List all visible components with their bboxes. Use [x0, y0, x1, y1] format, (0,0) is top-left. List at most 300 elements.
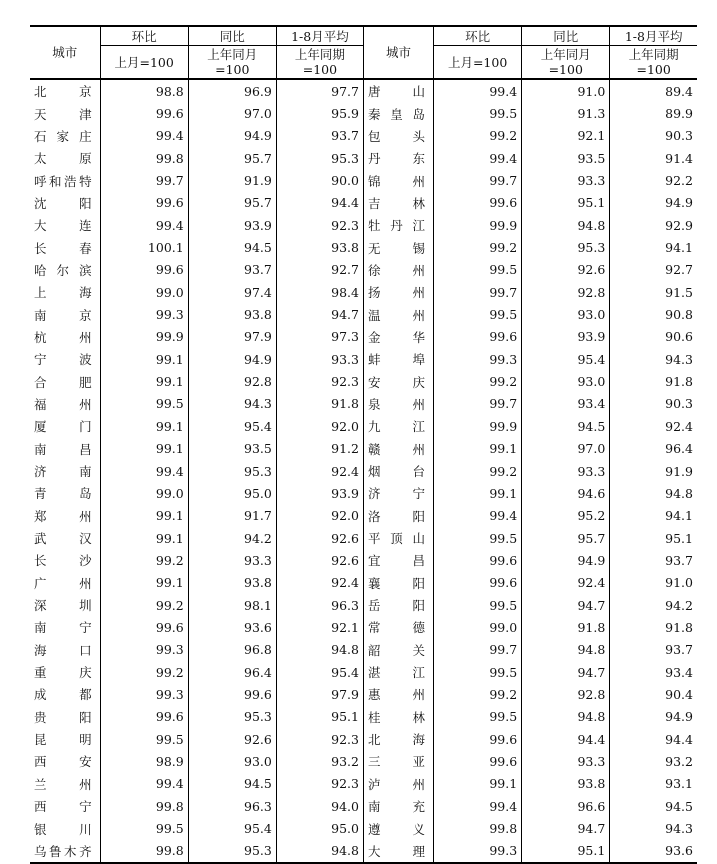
price-index-table	[30, 25, 697, 864]
table-row	[30, 79, 697, 102]
city-cell: 无锡	[363, 236, 433, 258]
yoy-value: 92.8	[522, 683, 610, 705]
avg-value: 92.3	[276, 214, 363, 236]
avg-value: 97.9	[276, 683, 363, 705]
mom-value: 99.2	[100, 594, 188, 616]
mom-value: 99.8	[100, 147, 188, 169]
mom-value: 99.3	[434, 348, 522, 370]
yoy-value: 97.0	[522, 438, 610, 460]
city-cell: 沈阳	[30, 192, 100, 214]
city-cell: 杭州	[30, 326, 100, 348]
yoy-value: 92.1	[522, 125, 610, 147]
mom-value: 99.7	[434, 393, 522, 415]
yoy-value: 93.9	[188, 214, 276, 236]
avg-value: 92.1	[276, 616, 363, 638]
avg-value: 93.7	[610, 639, 697, 661]
avg-value: 92.3	[276, 370, 363, 392]
table-row	[30, 616, 697, 638]
yoy-value: 94.2	[188, 527, 276, 549]
avg-value: 91.4	[610, 147, 697, 169]
avg-value: 91.9	[610, 460, 697, 482]
table-row	[30, 728, 697, 750]
city-cell: 三亚	[363, 750, 433, 772]
yoy-value: 97.4	[188, 281, 276, 303]
city-cell: 大理	[363, 840, 433, 863]
table-row	[30, 505, 697, 527]
yoy-value: 94.8	[522, 706, 610, 728]
mom-value: 99.2	[100, 661, 188, 683]
mom-value: 99.6	[100, 102, 188, 124]
table-row	[30, 817, 697, 839]
yoy-header-right: 同比	[522, 26, 610, 46]
avg-value: 94.8	[276, 639, 363, 661]
avg-value: 90.6	[610, 326, 697, 348]
yoy-value: 91.9	[188, 169, 276, 191]
mom-value: 99.0	[434, 616, 522, 638]
yoy-value: 97.0	[188, 102, 276, 124]
avg-value: 92.3	[276, 773, 363, 795]
city-cell: 北海	[363, 728, 433, 750]
yoy-value: 94.5	[188, 236, 276, 258]
mom-value: 99.2	[434, 683, 522, 705]
avg-value: 93.2	[276, 750, 363, 772]
city-cell: 西安	[30, 750, 100, 772]
yoy-value: 94.4	[522, 728, 610, 750]
avg-value: 94.1	[610, 505, 697, 527]
yoy-value: 95.4	[188, 415, 276, 437]
table-row	[30, 169, 697, 191]
table-row	[30, 572, 697, 594]
city-cell: 湛江	[363, 661, 433, 683]
avg-value: 92.2	[610, 169, 697, 191]
avg-value: 98.4	[276, 281, 363, 303]
city-cell: 长沙	[30, 549, 100, 571]
table-row	[30, 527, 697, 549]
city-cell: 兰州	[30, 773, 100, 795]
mom-value: 99.6	[434, 326, 522, 348]
mom-base-right: 上月=100	[434, 46, 522, 80]
avg-value: 93.1	[610, 773, 697, 795]
city-cell: 锦州	[363, 169, 433, 191]
mom-value: 98.8	[100, 79, 188, 102]
yoy-value: 94.8	[522, 214, 610, 236]
table-row	[30, 303, 697, 325]
mom-value: 99.4	[434, 147, 522, 169]
mom-value: 99.6	[100, 192, 188, 214]
yoy-value: 92.4	[522, 572, 610, 594]
yoy-value: 94.9	[522, 549, 610, 571]
avg-value: 90.3	[610, 393, 697, 415]
city-cell: 泉州	[363, 393, 433, 415]
yoy-value: 92.6	[188, 728, 276, 750]
mom-value: 99.1	[434, 438, 522, 460]
city-cell: 武汉	[30, 527, 100, 549]
city-cell: 大连	[30, 214, 100, 236]
city-cell: 济宁	[363, 482, 433, 504]
city-cell: 吉林	[363, 192, 433, 214]
table-row	[30, 147, 697, 169]
table-row	[30, 102, 697, 124]
mom-value: 99.4	[100, 125, 188, 147]
mom-value: 99.1	[434, 482, 522, 504]
yoy-value: 91.3	[522, 102, 610, 124]
mom-value: 99.6	[434, 192, 522, 214]
yoy-value: 94.7	[522, 661, 610, 683]
yoy-value: 94.7	[522, 817, 610, 839]
yoy-value: 93.8	[188, 303, 276, 325]
table-row	[30, 326, 697, 348]
avg-value: 94.9	[610, 192, 697, 214]
yoy-value: 93.0	[522, 370, 610, 392]
avg-value: 91.8	[276, 393, 363, 415]
city-cell: 银川	[30, 817, 100, 839]
avg-value: 91.8	[610, 370, 697, 392]
avg-value: 94.3	[610, 348, 697, 370]
mom-value: 99.0	[100, 482, 188, 504]
city-cell: 南宁	[30, 616, 100, 638]
yoy-base-left: 上年同月 =100	[188, 46, 276, 80]
city-cell: 太原	[30, 147, 100, 169]
mom-value: 99.6	[100, 259, 188, 281]
city-cell: 南充	[363, 795, 433, 817]
yoy-value: 93.3	[522, 750, 610, 772]
city-cell: 温州	[363, 303, 433, 325]
city-cell: 石家庄	[30, 125, 100, 147]
yoy-value: 99.6	[188, 683, 276, 705]
avg-value: 91.8	[610, 616, 697, 638]
yoy-value: 95.7	[522, 527, 610, 549]
city-cell: 天津	[30, 102, 100, 124]
city-cell: 秦皇岛	[363, 102, 433, 124]
city-cell: 济南	[30, 460, 100, 482]
table-row	[30, 438, 697, 460]
yoy-value: 95.7	[188, 147, 276, 169]
table-row	[30, 639, 697, 661]
yoy-value: 95.3	[188, 840, 276, 863]
yoy-value: 93.5	[522, 147, 610, 169]
mom-value: 99.6	[434, 549, 522, 571]
table-header	[30, 26, 697, 79]
city-cell: 昆明	[30, 728, 100, 750]
avg-value: 94.7	[276, 303, 363, 325]
mom-value: 99.7	[100, 169, 188, 191]
avg-value: 92.7	[276, 259, 363, 281]
avg-value: 91.5	[610, 281, 697, 303]
avg-value: 92.7	[610, 259, 697, 281]
avg-value: 95.3	[276, 147, 363, 169]
table-row	[30, 706, 697, 728]
city-cell: 赣州	[363, 438, 433, 460]
avg-value: 91.2	[276, 438, 363, 460]
avg-value: 94.2	[610, 594, 697, 616]
mom-value: 99.2	[434, 460, 522, 482]
avg-header-left: 1-8月平均	[276, 26, 363, 46]
table-row	[30, 415, 697, 437]
yoy-value: 95.4	[188, 817, 276, 839]
city-cell: 广州	[30, 572, 100, 594]
table-row	[30, 348, 697, 370]
mom-value: 99.5	[434, 706, 522, 728]
avg-value: 93.6	[610, 840, 697, 863]
table-row	[30, 460, 697, 482]
mom-value: 99.4	[434, 505, 522, 527]
city-cell: 蚌埠	[363, 348, 433, 370]
city-cell: 合肥	[30, 370, 100, 392]
city-cell: 重庆	[30, 661, 100, 683]
avg-base-left: 上年同期 =100	[276, 46, 363, 80]
city-cell: 南昌	[30, 438, 100, 460]
city-cell: 贵阳	[30, 706, 100, 728]
city-cell: 长春	[30, 236, 100, 258]
avg-value: 93.3	[276, 348, 363, 370]
avg-value: 92.0	[276, 505, 363, 527]
city-cell: 呼和浩特	[30, 169, 100, 191]
yoy-value: 93.7	[188, 259, 276, 281]
avg-header-right: 1-8月平均	[610, 26, 697, 46]
avg-value: 92.3	[276, 728, 363, 750]
city-cell: 岳阳	[363, 594, 433, 616]
yoy-value: 93.9	[522, 326, 610, 348]
mom-value: 99.2	[434, 125, 522, 147]
mom-value: 99.5	[434, 303, 522, 325]
avg-value: 95.4	[276, 661, 363, 683]
mom-value: 99.1	[100, 527, 188, 549]
avg-value: 93.7	[610, 549, 697, 571]
city-cell: 桂林	[363, 706, 433, 728]
city-cell: 牡丹江	[363, 214, 433, 236]
avg-value: 90.3	[610, 125, 697, 147]
avg-value: 92.6	[276, 527, 363, 549]
avg-value: 91.0	[610, 572, 697, 594]
city-cell: 洛阳	[363, 505, 433, 527]
mom-value: 99.7	[434, 281, 522, 303]
table-row	[30, 750, 697, 772]
mom-value: 99.1	[100, 348, 188, 370]
avg-value: 94.5	[610, 795, 697, 817]
mom-value: 99.5	[434, 259, 522, 281]
yoy-value: 96.3	[188, 795, 276, 817]
table-row	[30, 840, 697, 863]
mom-value: 99.7	[434, 169, 522, 191]
city-cell: 安庆	[363, 370, 433, 392]
mom-value: 99.2	[100, 549, 188, 571]
mom-value: 99.1	[100, 370, 188, 392]
mom-value: 99.4	[100, 214, 188, 236]
yoy-value: 91.8	[522, 616, 610, 638]
mom-value: 99.3	[434, 840, 522, 863]
yoy-base-right: 上年同月 =100	[522, 46, 610, 80]
yoy-value: 92.8	[188, 370, 276, 392]
avg-value: 97.7	[276, 79, 363, 102]
mom-value: 99.5	[434, 102, 522, 124]
yoy-value: 94.3	[188, 393, 276, 415]
mom-value: 99.5	[434, 661, 522, 683]
table-row	[30, 594, 697, 616]
yoy-value: 95.2	[522, 505, 610, 527]
yoy-value: 93.8	[522, 773, 610, 795]
city-cell: 青岛	[30, 482, 100, 504]
city-cell: 烟台	[363, 460, 433, 482]
yoy-value: 93.6	[188, 616, 276, 638]
city-cell: 南京	[30, 303, 100, 325]
city-cell: 惠州	[363, 683, 433, 705]
mom-header-right: 环比	[434, 26, 522, 46]
mom-value: 99.5	[434, 527, 522, 549]
mom-value: 99.1	[100, 505, 188, 527]
city-cell: 宜昌	[363, 549, 433, 571]
mom-value: 99.3	[100, 303, 188, 325]
table-row	[30, 549, 697, 571]
yoy-value: 93.0	[188, 750, 276, 772]
mom-value: 99.8	[100, 795, 188, 817]
avg-value: 95.9	[276, 102, 363, 124]
avg-value: 95.0	[276, 817, 363, 839]
avg-value: 93.2	[610, 750, 697, 772]
avg-value: 94.1	[610, 236, 697, 258]
mom-value: 99.1	[434, 773, 522, 795]
city-cell: 遵义	[363, 817, 433, 839]
yoy-value: 96.6	[522, 795, 610, 817]
yoy-header-left: 同比	[188, 26, 276, 46]
table-row	[30, 370, 697, 392]
mom-value: 99.1	[100, 572, 188, 594]
mom-value: 99.6	[100, 706, 188, 728]
yoy-value: 95.1	[522, 192, 610, 214]
table-row	[30, 661, 697, 683]
city-cell: 北京	[30, 79, 100, 102]
avg-value: 92.6	[276, 549, 363, 571]
mom-value: 99.2	[434, 236, 522, 258]
yoy-value: 94.5	[188, 773, 276, 795]
avg-value: 92.4	[276, 572, 363, 594]
city-cell: 海口	[30, 639, 100, 661]
yoy-value: 93.3	[188, 549, 276, 571]
yoy-value: 96.8	[188, 639, 276, 661]
city-cell: 福州	[30, 393, 100, 415]
table-row	[30, 214, 697, 236]
avg-value: 89.9	[610, 102, 697, 124]
yoy-value: 92.6	[522, 259, 610, 281]
table-body	[30, 79, 697, 863]
mom-value: 99.9	[434, 415, 522, 437]
mom-value: 99.2	[434, 370, 522, 392]
yoy-value: 93.0	[522, 303, 610, 325]
yoy-value: 94.9	[188, 125, 276, 147]
avg-base-right: 上年同期 =100	[610, 46, 697, 80]
city-cell: 平顶山	[363, 527, 433, 549]
table-row	[30, 281, 697, 303]
city-cell: 唐山	[363, 79, 433, 102]
mom-value: 99.1	[100, 438, 188, 460]
mom-value: 99.0	[100, 281, 188, 303]
city-cell: 哈尔滨	[30, 259, 100, 281]
mom-value: 99.5	[100, 728, 188, 750]
avg-value: 96.3	[276, 594, 363, 616]
avg-value: 93.7	[276, 125, 363, 147]
avg-value: 92.0	[276, 415, 363, 437]
table-row	[30, 393, 697, 415]
table-row	[30, 795, 697, 817]
yoy-value: 95.3	[188, 706, 276, 728]
avg-value: 94.8	[610, 482, 697, 504]
table-row	[30, 192, 697, 214]
city-cell: 宁波	[30, 348, 100, 370]
yoy-value: 93.8	[188, 572, 276, 594]
city-cell: 乌鲁木齐	[30, 840, 100, 863]
avg-value: 93.9	[276, 482, 363, 504]
city-cell: 包头	[363, 125, 433, 147]
city-header-right: 城市	[363, 26, 433, 79]
mom-value: 99.9	[434, 214, 522, 236]
mom-value: 99.6	[100, 616, 188, 638]
city-cell: 金华	[363, 326, 433, 348]
mom-value: 99.9	[100, 326, 188, 348]
city-cell: 厦门	[30, 415, 100, 437]
avg-value: 92.4	[276, 460, 363, 482]
yoy-value: 93.4	[522, 393, 610, 415]
city-cell: 襄阳	[363, 572, 433, 594]
yoy-value: 93.3	[522, 460, 610, 482]
avg-value: 95.1	[610, 527, 697, 549]
avg-value: 94.8	[276, 840, 363, 863]
city-cell: 扬州	[363, 281, 433, 303]
yoy-value: 96.4	[188, 661, 276, 683]
yoy-value: 95.3	[522, 236, 610, 258]
avg-value: 96.4	[610, 438, 697, 460]
yoy-value: 95.1	[522, 840, 610, 863]
avg-value: 90.0	[276, 169, 363, 191]
yoy-value: 91.0	[522, 79, 610, 102]
yoy-value: 95.0	[188, 482, 276, 504]
yoy-value: 98.1	[188, 594, 276, 616]
mom-value: 99.3	[100, 683, 188, 705]
city-header-left: 城市	[30, 26, 100, 79]
avg-value: 93.8	[276, 236, 363, 258]
city-cell: 九江	[363, 415, 433, 437]
avg-value: 89.4	[610, 79, 697, 102]
city-cell: 郑州	[30, 505, 100, 527]
city-cell: 常德	[363, 616, 433, 638]
avg-value: 90.8	[610, 303, 697, 325]
city-cell: 丹东	[363, 147, 433, 169]
mom-value: 99.1	[100, 415, 188, 437]
mom-value: 99.4	[100, 773, 188, 795]
city-cell: 徐州	[363, 259, 433, 281]
yoy-value: 94.9	[188, 348, 276, 370]
mom-header-left: 环比	[100, 26, 188, 46]
avg-value: 94.4	[276, 192, 363, 214]
table-row	[30, 482, 697, 504]
city-cell: 上海	[30, 281, 100, 303]
city-cell: 韶关	[363, 639, 433, 661]
avg-value: 90.4	[610, 683, 697, 705]
yoy-value: 94.8	[522, 639, 610, 661]
mom-value: 99.6	[434, 728, 522, 750]
avg-value: 92.4	[610, 415, 697, 437]
yoy-value: 95.3	[188, 460, 276, 482]
mom-value: 99.8	[434, 817, 522, 839]
mom-value: 99.4	[434, 795, 522, 817]
mom-value: 99.6	[434, 750, 522, 772]
mom-value: 99.7	[434, 639, 522, 661]
city-cell: 西宁	[30, 795, 100, 817]
yoy-value: 92.8	[522, 281, 610, 303]
yoy-value: 94.7	[522, 594, 610, 616]
yoy-value: 93.5	[188, 438, 276, 460]
yoy-value: 93.3	[522, 169, 610, 191]
table-row	[30, 683, 697, 705]
yoy-value: 91.7	[188, 505, 276, 527]
